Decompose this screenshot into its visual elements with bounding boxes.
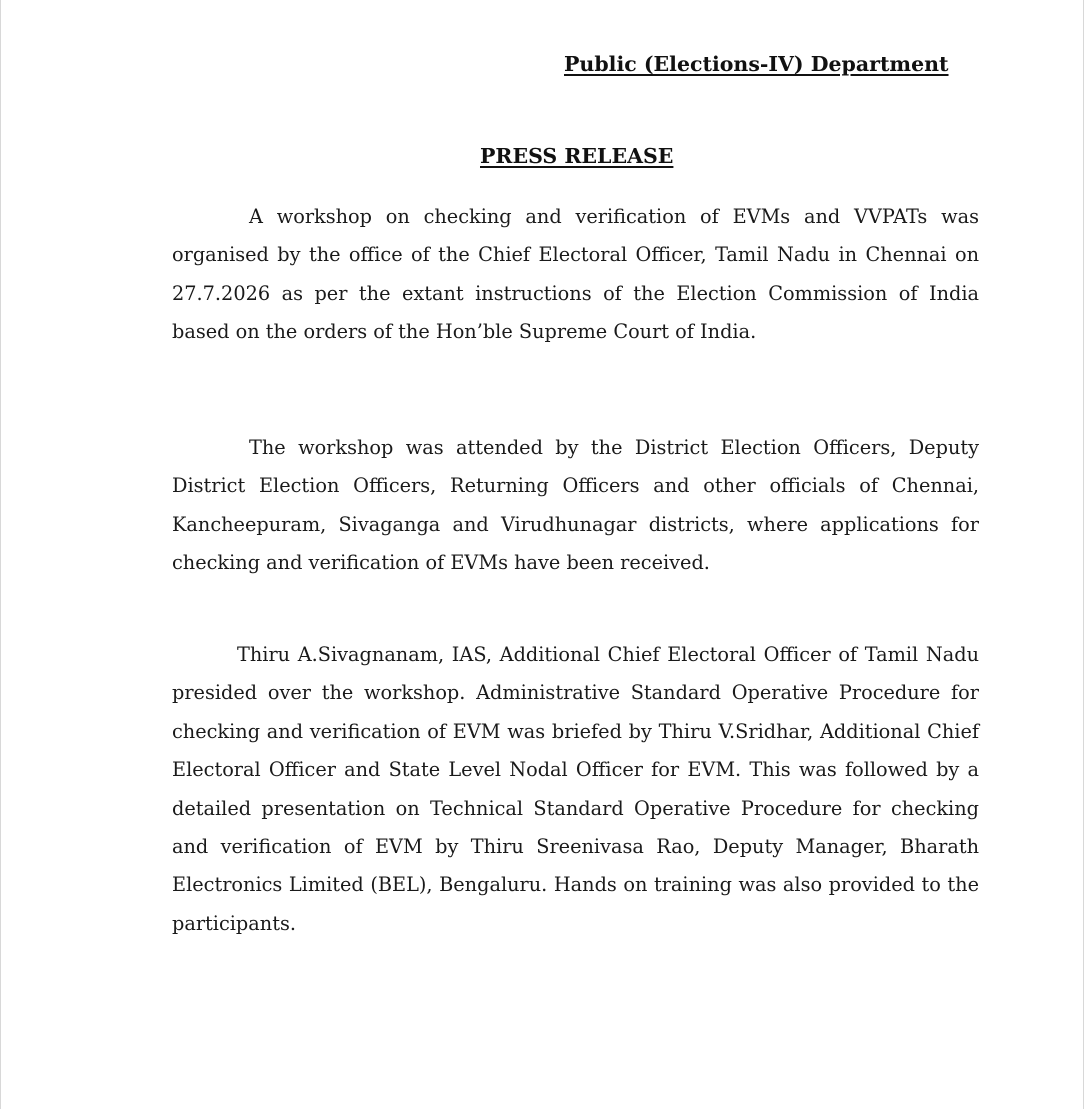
press-release-title: PRESS RELEASE bbox=[480, 144, 674, 168]
paragraph-workshop-proceedings: Thiru A.Sivagnanam, IAS, Additional Chief Electoral Officer of Tamil Nadu presided over the workshop. Administrative Standard Operative Procedure for checking and verification of EVM was briefed by Thiru V.Sridhar, Additional Chief Electoral Officer and State Level Nodal Officer for EVM. This was followed by a detailed presentation on Technical Standard Operative Procedure for checking and verification of EVM by Thiru Sreenivasa Rao, Deputy Manager, Bharath Electronics Limited (BEL), Bengaluru. Hands on training was also provided to the participants. bbox=[172, 643, 979, 935]
paragraph-workshop-attendees: The workshop was attended by the District Election Officers, Deputy District Election Officers, Returning Officers and other officials of Chennai, Kancheepuram, Sivaganga and Virudhunagar districts, where applications for checking and verification of EVMs have been received. bbox=[172, 436, 979, 575]
department-heading: Public (Elections-IV) Department bbox=[564, 52, 949, 76]
paragraph-workshop-organised: A workshop on checking and verification of EVMs and VVPATs was organised by the office of the Chief Electoral Officer, Tamil Nadu in Chennai on 27.7.2026 as per the extant instructions of the Election Commission of India based on the orders of the Hon’ble Supreme Court of India. bbox=[172, 205, 979, 344]
